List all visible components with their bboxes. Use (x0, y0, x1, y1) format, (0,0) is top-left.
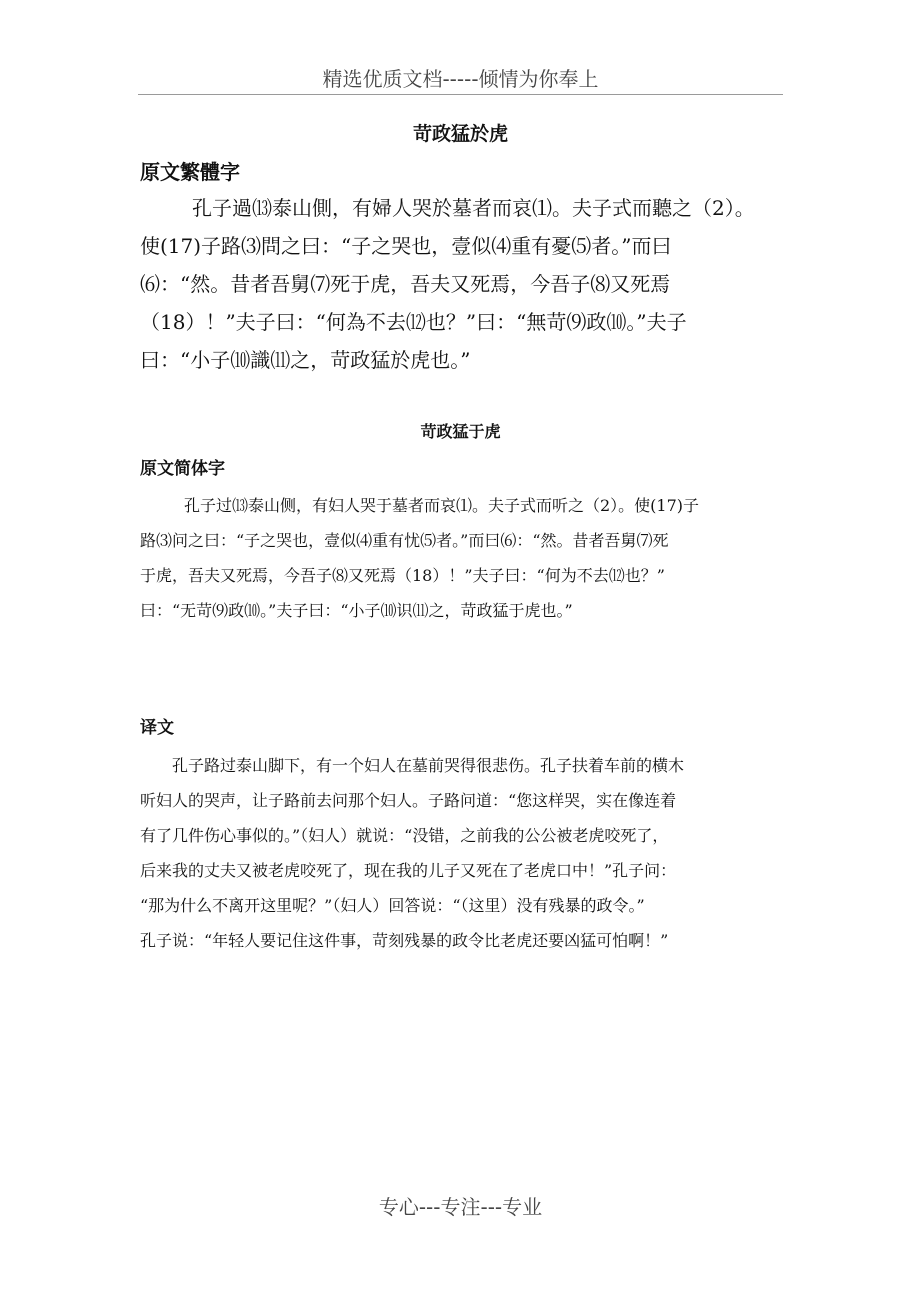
simplified-title: 苛政猛于虎 (420, 422, 501, 441)
traditional-title: 苛政猛於虎 (412, 123, 508, 145)
translation-heading: 译文 (140, 718, 174, 738)
traditional-line: 孔子過⒀泰山側，有婦人哭於墓者而哀⑴。夫子式而聽之（2）。 (172, 196, 755, 220)
translation-line: 孔子说：“年轻人要记住这件事，苛刻残暴的政令比老虎还要凶猛可怕啊！” (140, 931, 669, 950)
translation-line: 有了几件伤心事似的。”（妇人）就说：“没错，之前我的公公被老虎咬死了， (140, 826, 669, 845)
translation-line: 后来我的丈夫又被老虎咬死了，现在我的儿子又死在了老虎口中！”孔子问： (140, 861, 677, 880)
traditional-line: 曰：“小子⑽識⑾之，苛政猛於虎也。” (140, 348, 471, 372)
traditional-heading: 原文繁體字 (140, 160, 240, 184)
page-header: 精选优质文档-----倾情为你奉上 (138, 64, 783, 95)
simplified-text (140, 488, 699, 628)
simplified-line: 于虎，吾夫又死焉，今吾子⑻又死焉（18）！”夫子曰：“何为不去⑿也？” (140, 566, 665, 585)
simplified-line: 曰：“无苛⑼政⑽。”夫子曰：“小子⑽识⑾之，苛政猛于虎也。” (140, 601, 573, 620)
simplified-line: 孔子过⒀泰山侧，有妇人哭于墓者而哀⑴。夫子式而听之（2）。使(17)子 (168, 496, 700, 515)
traditional-line: （18）！”夫子曰：“何為不去⑿也？”曰：“無苛⑼政⑽。”夫子 (140, 310, 687, 334)
traditional-line: 使(17)子路⑶問之曰：“子之哭也，壹似⑷重有憂⑸者。”而曰 (140, 234, 672, 258)
translation-line: 听妇人的哭声，让子路前去问那个妇人。子路问道：“您这样哭，实在像连着 (140, 791, 677, 810)
simplified-heading: 原文简体字 (140, 459, 225, 479)
translation-line: “那为什么不离开这里呢？”（妇人）回答说：“（这里）没有残暴的政令。” (140, 896, 645, 915)
translation-text (140, 748, 684, 958)
page-footer: 专心---专注---专业 (378, 1195, 543, 1219)
traditional-line: ⑹：“然。昔者吾舅⑺死于虎，吾夫又死焉，今吾子⑻又死焉 (140, 272, 671, 296)
simplified-line: 路⑶问之曰：“子之哭也，壹似⑷重有忧⑸者。”而曰⑹：“然。昔者吾舅⑺死 (140, 531, 669, 550)
translation-line: 孔子路过泰山脚下，有一个妇人在墓前哭得很悲伤。孔子扶着车前的横木 (172, 756, 685, 775)
traditional-text (140, 189, 755, 379)
